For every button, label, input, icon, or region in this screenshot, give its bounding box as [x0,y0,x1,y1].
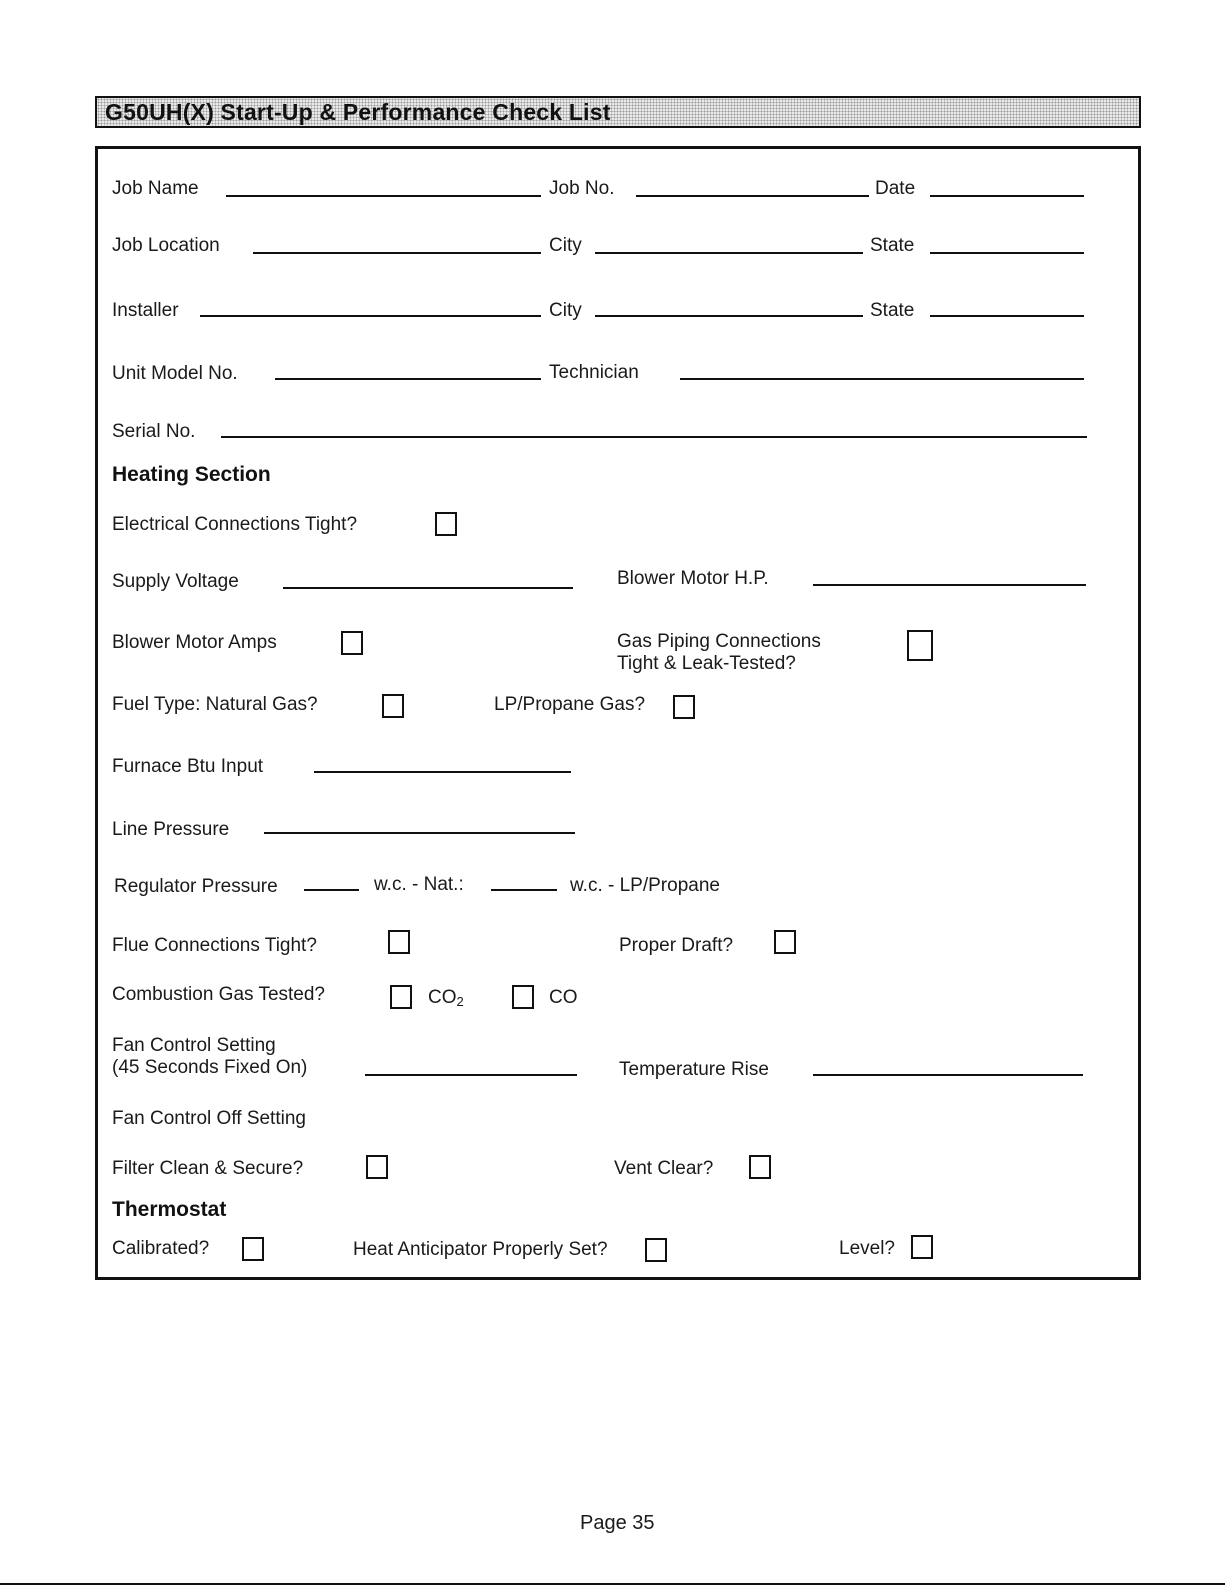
vent-clear-label: Vent Clear? [614,1158,714,1179]
heat-anticipator-checkbox[interactable] [645,1238,667,1262]
supply-voltage-line[interactable] [283,587,573,589]
co2-checkbox[interactable] [390,985,412,1009]
blower-motor-hp-label: Blower Motor H.P. [617,568,769,589]
technician-line[interactable] [680,378,1084,380]
blower-motor-amps-label: Blower Motor Amps [112,632,277,653]
line-pressure-label: Line Pressure [112,819,230,840]
page-number: Page 35 [580,1512,655,1534]
job-state-label: State [870,235,915,256]
job-no-line[interactable] [636,195,869,197]
co-checkbox[interactable] [512,985,534,1009]
unit-model-line[interactable] [275,378,541,380]
blower-motor-hp-line[interactable] [813,584,1086,586]
installer-state-label: State [870,300,915,321]
proper-draft-label: Proper Draft? [619,935,734,956]
job-name-line[interactable] [226,195,541,197]
thermostat-heading: Thermostat [112,1198,227,1221]
page-title: G50UH(X) Start-Up & Performance Check List [105,99,611,125]
job-city-line[interactable] [595,252,863,254]
level-checkbox[interactable] [911,1235,933,1259]
regulator-lp-line[interactable] [491,889,557,891]
calibrated-checkbox[interactable] [242,1237,264,1261]
co-label: CO [549,987,578,1008]
wc-lp-label: w.c. - LP/Propane [570,875,720,896]
wc-nat-label: w.c. - Nat.: [374,874,464,895]
fan-control-line[interactable] [365,1074,577,1076]
lp-propane-gas-label: LP/Propane Gas? [494,694,646,715]
fan-control-label-line2: (45 Seconds Fixed On) [112,1057,308,1078]
fan-control-off-label: Fan Control Off Setting [112,1108,306,1129]
temperature-rise-label: Temperature Rise [619,1059,769,1080]
proper-draft-checkbox[interactable] [774,930,796,954]
technician-label: Technician [549,362,639,383]
installer-city-label: City [549,300,582,321]
electrical-connections-label: Electrical Connections Tight? [112,514,358,535]
co2-label: $CO_2$ [428,987,464,1009]
heat-anticipator-label: Heat Anticipator Properly Set? [353,1239,608,1260]
unit-model-label: Unit Model No. [112,363,238,384]
job-name-label: Job Name [112,178,199,199]
job-no-label: Job No. [549,178,615,199]
date-line[interactable] [930,195,1084,197]
combustion-gas-label: Combustion Gas Tested? [112,984,325,1005]
job-state-line[interactable] [930,252,1084,254]
supply-voltage-label: Supply Voltage [112,571,239,592]
fan-control-label-line1: Fan Control Setting [112,1035,276,1056]
job-location-label: Job Location [112,235,220,256]
calibrated-label: Calibrated? [112,1238,210,1259]
natural-gas-checkbox[interactable] [382,694,404,718]
flue-connections-label: Flue Connections Tight? [112,935,317,956]
lp-propane-gas-checkbox[interactable] [673,695,695,719]
flue-connections-checkbox[interactable] [388,930,410,954]
electrical-connections-checkbox[interactable] [435,512,457,536]
gas-piping-label-line2: Tight & Leak-Tested? [617,653,796,674]
vent-clear-checkbox[interactable] [749,1155,771,1179]
gas-piping-checkbox[interactable] [907,630,933,661]
serial-no-label: Serial No. [112,421,196,442]
level-label: Level? [839,1238,895,1259]
line-pressure-line[interactable] [264,832,575,834]
job-location-line[interactable] [253,252,541,254]
regulator-nat-line[interactable] [304,889,359,891]
furnace-btu-line[interactable] [314,771,571,773]
temperature-rise-line[interactable] [813,1074,1083,1076]
date-label: Date [875,178,916,199]
title-bar [95,96,1141,128]
blower-motor-amps-checkbox[interactable] [341,631,363,655]
filter-clean-checkbox[interactable] [366,1155,388,1179]
fuel-type-label: Fuel Type: Natural Gas? [112,694,318,715]
serial-no-line[interactable] [221,436,1087,438]
filter-clean-label: Filter Clean & Secure? [112,1158,304,1179]
furnace-btu-label: Furnace Btu Input [112,756,264,777]
regulator-pressure-label: Regulator Pressure [114,876,278,897]
installer-state-line[interactable] [930,315,1084,317]
installer-city-line[interactable] [595,315,863,317]
heating-section-heading: Heating Section [112,463,271,486]
installer-line[interactable] [200,315,541,317]
gas-piping-label-line1: Gas Piping Connections [617,631,821,652]
job-city-label: City [549,235,582,256]
installer-label: Installer [112,300,179,321]
